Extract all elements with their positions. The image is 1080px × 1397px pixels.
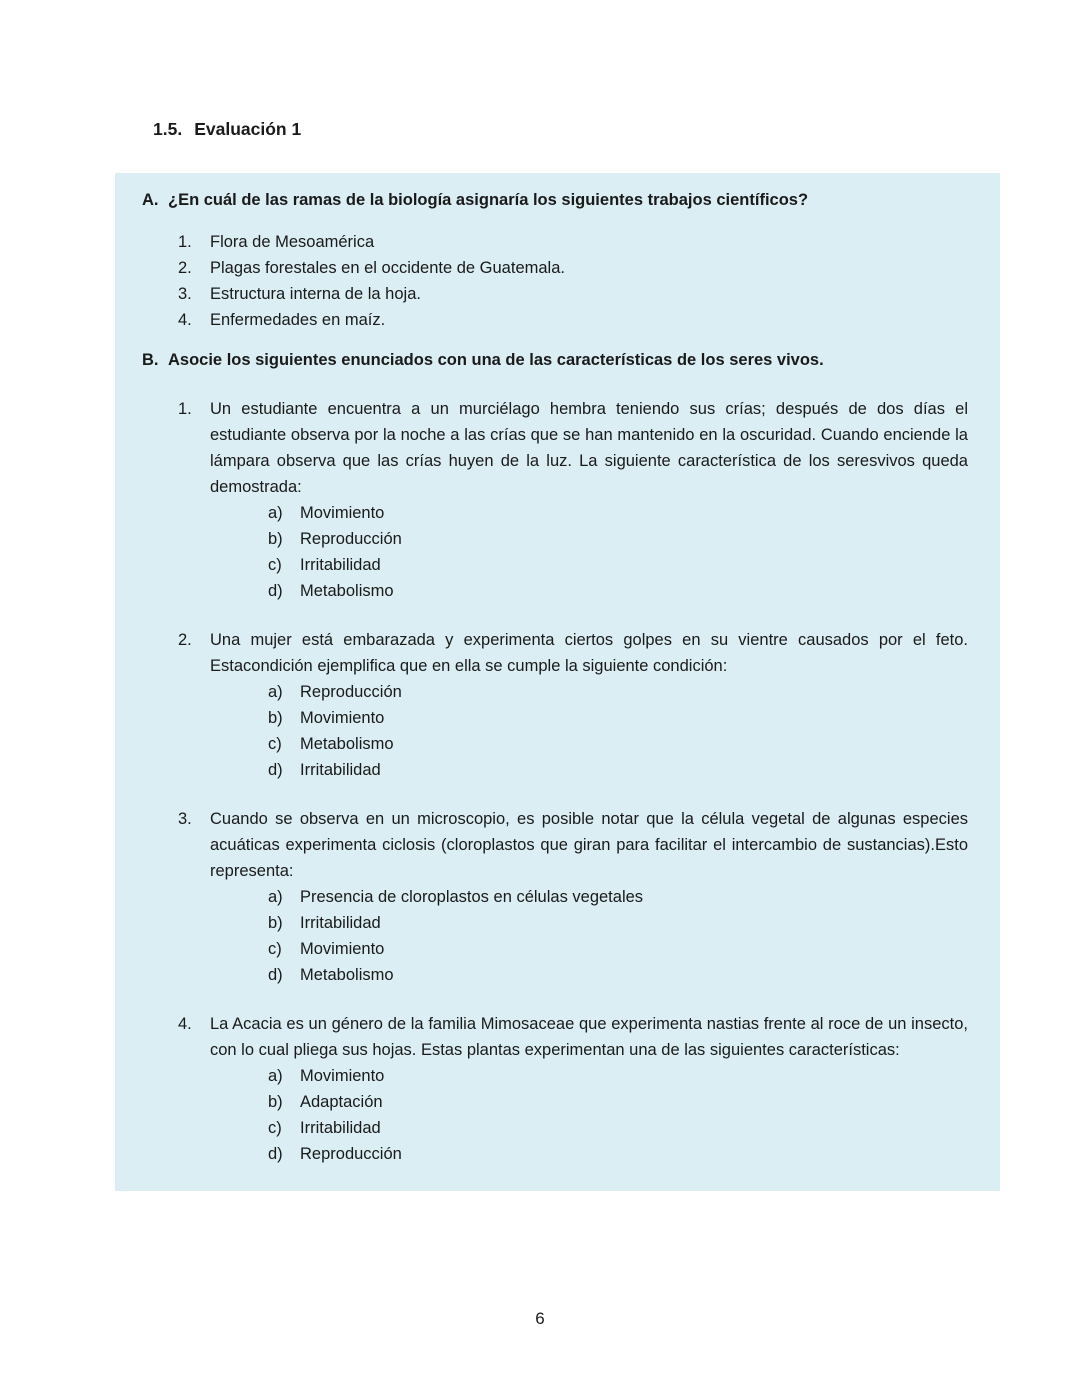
- option-text: Adaptación: [300, 1093, 383, 1111]
- question: [178, 1011, 968, 1167]
- option-letter: a): [268, 1067, 283, 1085]
- option: [268, 552, 968, 578]
- option-text: Metabolismo: [300, 966, 394, 984]
- option: [268, 1141, 968, 1167]
- question-number: 4.: [178, 1015, 192, 1033]
- question-text: La Acacia es un género de la familia Mimosaceae que experimenta nastias frente al roce de un insecto, con lo cual pliega sus hojas. Estas plantas experimentan una de las siguientes características:: [210, 1015, 968, 1059]
- list-item: [178, 281, 968, 307]
- option-text: Metabolismo: [300, 735, 394, 753]
- option-letter: a): [268, 683, 283, 701]
- item-text: Estructura interna de la hoja.: [210, 285, 421, 303]
- question: [178, 627, 968, 783]
- question-body: [210, 1011, 968, 1167]
- title-text: Evaluación 1: [194, 119, 302, 139]
- option-text: Irritabilidad: [300, 914, 381, 932]
- option-letter: c): [268, 556, 282, 574]
- option-text: Irritabilidad: [300, 556, 381, 574]
- option-text: Irritabilidad: [300, 761, 381, 779]
- option: [268, 910, 968, 936]
- option: [268, 1089, 968, 1115]
- options-list: [268, 1063, 968, 1167]
- list-item: [178, 255, 968, 281]
- option-text: Movimiento: [300, 940, 385, 958]
- option: [268, 757, 968, 783]
- list-item: [178, 307, 968, 333]
- option-letter: d): [268, 966, 283, 984]
- option-letter: a): [268, 888, 283, 906]
- question-body: [210, 806, 968, 988]
- option-text: Movimiento: [300, 709, 385, 727]
- option-letter: b): [268, 1093, 283, 1111]
- option: [268, 578, 968, 604]
- option: [268, 705, 968, 731]
- option-text: Movimiento: [300, 1067, 385, 1085]
- question-body: [210, 396, 968, 604]
- page-title: [153, 118, 301, 140]
- option: [268, 1115, 968, 1141]
- option-text: Reproducción: [300, 1145, 402, 1163]
- evaluation-box: [115, 173, 1000, 1191]
- question-number: 1.: [178, 400, 192, 418]
- option: [268, 679, 968, 705]
- option-text: Reproducción: [300, 530, 402, 548]
- option: [268, 500, 968, 526]
- option: [268, 936, 968, 962]
- question-text: Una mujer está embarazada y experimenta ciertos golpes en su vientre causados por el feto. Estacondición ejemplifica que en ella se cumple la siguiente condición:: [210, 631, 968, 675]
- option-letter: d): [268, 761, 283, 779]
- section-a-list: [178, 229, 968, 333]
- option: [268, 884, 968, 910]
- section-b-heading: [142, 347, 968, 373]
- option-letter: b): [268, 530, 283, 548]
- question-number: 3.: [178, 810, 192, 828]
- option-letter: c): [268, 735, 282, 753]
- item-text: Enfermedades en maíz.: [210, 311, 386, 329]
- option-letter: b): [268, 914, 283, 932]
- section-b-heading-text: Asocie los siguientes enunciados con una de las características de los seres vivos.: [168, 351, 824, 369]
- option: [268, 731, 968, 757]
- list-item: [178, 229, 968, 255]
- section-b-label: B.: [142, 351, 159, 369]
- item-number: 1.: [178, 233, 192, 251]
- option: [268, 1063, 968, 1089]
- option-text: Movimiento: [300, 504, 385, 522]
- item-text: Flora de Mesoamérica: [210, 233, 375, 251]
- item-number: 2.: [178, 259, 192, 277]
- question: [178, 396, 968, 604]
- question-text: Cuando se observa en un microscopio, es posible notar que la célula vegetal de algunas especies acuáticas experimenta ciclosis (cloroplastos que giran para facilitar el intercambio de sustancias).Esto representa:: [210, 810, 968, 880]
- option-letter: c): [268, 940, 282, 958]
- option-letter: b): [268, 709, 283, 727]
- section-a-label: A.: [142, 191, 159, 209]
- question-number: 2.: [178, 631, 192, 649]
- section-a-heading: [142, 187, 968, 213]
- option-text: Irritabilidad: [300, 1119, 381, 1137]
- options-list: [268, 500, 968, 604]
- option: [268, 526, 968, 552]
- option-text: Presencia de cloroplastos en células vegetales: [300, 888, 644, 906]
- page-number: 6: [535, 1309, 545, 1328]
- option-letter: a): [268, 504, 283, 522]
- option-text: Metabolismo: [300, 582, 394, 600]
- item-text: Plagas forestales en el occidente de Guatemala.: [210, 259, 565, 277]
- options-list: [268, 679, 968, 783]
- option-text: Reproducción: [300, 683, 402, 701]
- option: [268, 962, 968, 988]
- option-letter: c): [268, 1119, 282, 1137]
- question: [178, 806, 968, 988]
- option-letter: d): [268, 1145, 283, 1163]
- options-list: [268, 884, 968, 988]
- section-a-heading-text: ¿En cuál de las ramas de la biología asignaría los siguientes trabajos científicos?: [168, 191, 809, 209]
- option-letter: d): [268, 582, 283, 600]
- question-body: [210, 627, 968, 783]
- question-text: Un estudiante encuentra a un murciélago hembra teniendo sus crías; después de dos días el estudiante observa por la noche a las crías que se han mantenido en la oscuridad. Cuando enciende la lámpara observa que las crías huyen de la luz. La siguiente característica de los seresvivos queda demostrada:: [210, 400, 968, 496]
- item-number: 4.: [178, 311, 192, 329]
- title-number: 1.5.: [153, 119, 183, 139]
- item-number: 3.: [178, 285, 192, 303]
